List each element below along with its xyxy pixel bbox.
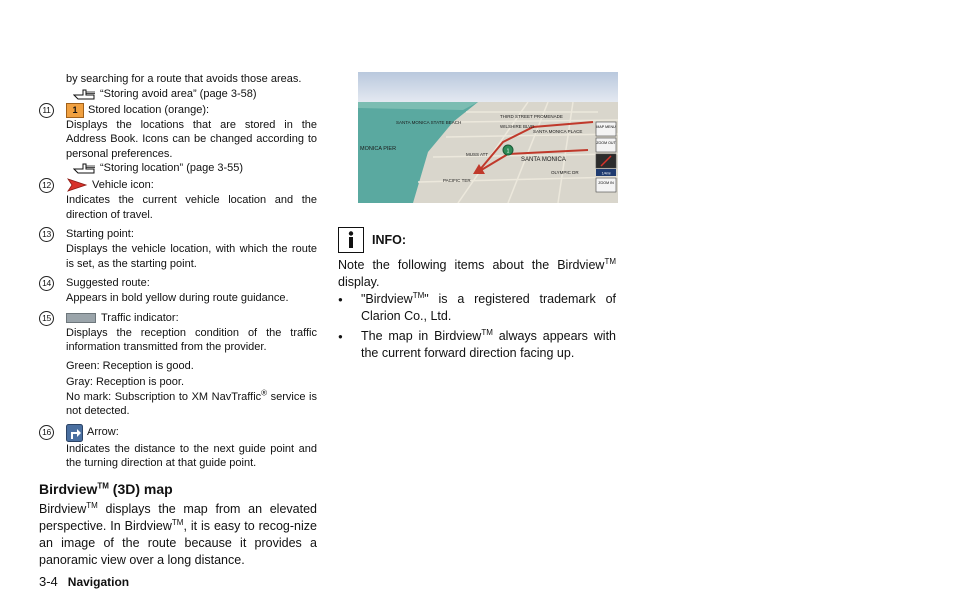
birdview-heading: Birdview™ (3D) map: [39, 480, 173, 497]
item-12: [39, 177, 317, 193]
item-14: [39, 276, 317, 291]
vehicle-icon: [66, 177, 88, 193]
pointing-hand-icon: [73, 161, 97, 175]
item-label: Traffic indicator:: [101, 311, 179, 324]
pointing-hand-icon: [73, 87, 97, 101]
birdview-paragraph: Birdview™ displays the map from an elevated perspective. In Birdview™, it is easy to recog-nize an image of the route because it provides a panoramic view over a long distance.: [39, 500, 317, 567]
item-15-desc: Displays the reception condition of the traffic information transmitted from the provider.: [66, 326, 317, 353]
info-label: INFO:: [372, 233, 407, 247]
bullet-icon: ●: [338, 295, 343, 304]
page-footer: [39, 574, 129, 589]
item-15-gray: Gray: Reception is poor.: [66, 375, 185, 388]
section-name: Navigation: [67, 575, 130, 589]
right-column: [338, 72, 616, 362]
item-label: Suggested route:: [66, 277, 150, 289]
map-sky: [358, 72, 618, 102]
item-label: Stored location (orange):: [88, 103, 210, 116]
svg-text:THIRD STREET PROMENADE: THIRD STREET PROMENADE: [500, 114, 563, 119]
item-number: 15: [39, 311, 54, 326]
birdview-map-screenshot: [358, 72, 618, 203]
item-label: Arrow:: [87, 426, 119, 438]
item-label: Vehicle icon:: [92, 178, 154, 191]
stored-location-icon: 1: [66, 103, 84, 118]
svg-text:MAP MENU: MAP MENU: [596, 125, 616, 129]
ref-storing-text: “Storing location” (page 3-55): [100, 162, 244, 174]
turn-arrow-icon: [66, 424, 83, 442]
item-16-desc: Indicates the distance to the next guide point and the turning direction at that guide point.: [66, 442, 317, 469]
bullet-icon: ●: [338, 332, 343, 341]
zoom-out-button[interactable]: [596, 138, 616, 152]
info-note: Note the following items about the Birdview™ display.: [338, 256, 616, 289]
ref-storing-location[interactable]: [39, 161, 317, 175]
svg-text:PACIFIC TER: PACIFIC TER: [443, 178, 471, 183]
intro-line: by searching for a route that avoids those areas.: [66, 73, 302, 85]
item-number: 11: [39, 103, 54, 118]
item-16: [39, 424, 317, 442]
info-icon: [338, 227, 364, 253]
zoom-in-button[interactable]: [596, 178, 616, 192]
item-number: 12: [39, 178, 54, 193]
svg-text:SANTA MONICA PLACE: SANTA MONICA PLACE: [533, 129, 583, 134]
item-15-nomark: No mark: Subscription to XM NavTraffic® service is not detected.: [66, 387, 317, 417]
svg-text:WILSHIRE BLVD: WILSHIRE BLVD: [500, 124, 535, 129]
svg-text:SANTA MONICA: SANTA MONICA: [521, 157, 566, 163]
svg-text:MUSS ATT: MUSS ATT: [466, 152, 489, 157]
info-bullet-2: ● The map in Birdview™ always appears with the current forward direction facing up.: [338, 327, 616, 360]
page-number: 3-4: [39, 574, 58, 589]
traffic-indicator-icon: [66, 313, 96, 323]
item-number: 16: [39, 425, 54, 440]
info-header: [338, 227, 616, 253]
info-bullet-1: ● "Birdview™" is a registered trademark of Clarion Co., Ltd.: [338, 290, 616, 323]
item-13-desc: Displays the vehicle location, with which the route is set, as the starting point.: [66, 243, 317, 270]
item-13: [39, 227, 317, 242]
svg-text:MONICA PIER: MONICA PIER: [360, 146, 397, 152]
compass-icon[interactable]: [596, 154, 616, 168]
ref-avoid-area[interactable]: [39, 87, 317, 101]
item-number: 14: [39, 276, 54, 291]
item-label: Starting point:: [66, 228, 134, 240]
svg-text:SANTA MONICA STATE BEACH: SANTA MONICA STATE BEACH: [396, 120, 462, 125]
map-scale: [596, 169, 616, 176]
item-15-green: Green: Reception is good.: [66, 359, 194, 372]
item-12-desc: Indicates the current vehicle location and the direction of travel.: [66, 194, 317, 221]
item-number: 13: [39, 227, 54, 242]
map-menu-button[interactable]: [596, 122, 616, 136]
ref-avoid-text: “Storing avoid area” (page 3-58): [100, 87, 257, 100]
item-11: [39, 103, 317, 118]
item-15: [39, 311, 317, 326]
item-11-desc: Displays the locations that are stored in the Address Book. Icons can be changed according to personal preferences.: [66, 118, 317, 160]
svg-text:ZOOM IN: ZOOM IN: [598, 181, 614, 185]
svg-text:1: 1: [506, 148, 510, 155]
svg-text:1/4mi: 1/4mi: [601, 171, 611, 176]
svg-text:ZOOM OUT: ZOOM OUT: [596, 141, 616, 145]
left-column: [39, 72, 317, 569]
item-14-desc: Appears in bold yellow during route guidance.: [66, 292, 289, 304]
svg-text:OLYMPIC DR: OLYMPIC DR: [551, 170, 579, 175]
